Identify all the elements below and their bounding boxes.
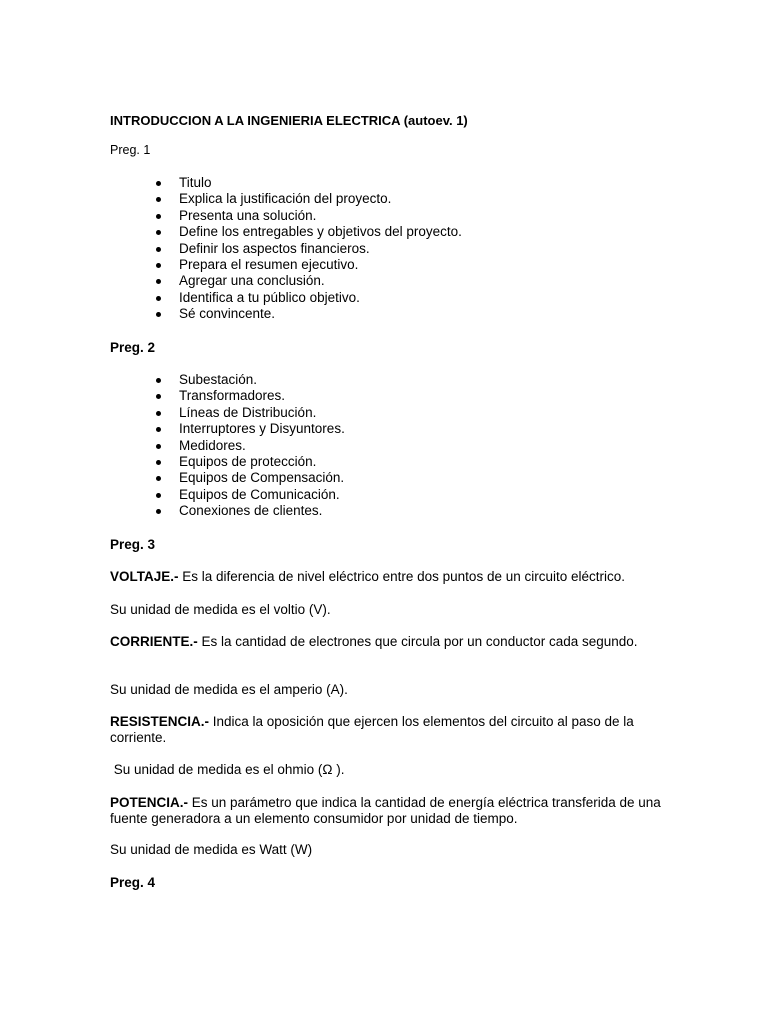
list-item: Conexiones de clientes. xyxy=(0,503,345,519)
list-item: Definir los aspectos financieros. xyxy=(0,241,462,257)
preg-1-heading: Preg. 1 xyxy=(110,143,151,157)
list-item: Transformadores. xyxy=(0,388,345,404)
list-item: Explica la justificación del proyecto. xyxy=(0,191,462,207)
preg-4-heading: Preg. 4 xyxy=(110,875,156,890)
list-item: Interruptores y Disyuntores. xyxy=(0,421,345,437)
corriente-unit: Su unidad de medida es el amperio (A). xyxy=(110,682,348,697)
voltaje-term: VOLTAJE.- xyxy=(110,569,179,584)
bullet-icon xyxy=(156,279,161,284)
corriente-definition: CORRIENTE.- Es la cantidad de electrones que circula por un conductor cada segundo. xyxy=(110,634,638,649)
bullet-icon xyxy=(156,312,161,317)
preg-2-heading: Preg. 2 xyxy=(110,340,156,355)
bullet-icon xyxy=(156,214,161,219)
bullet-icon xyxy=(156,476,161,481)
bullet-icon xyxy=(156,427,161,432)
preg-1-list xyxy=(0,175,462,323)
bullet-icon xyxy=(156,493,161,498)
bullet-icon xyxy=(156,197,161,202)
list-item: Prepara el resumen ejecutivo. xyxy=(0,257,462,273)
bullet-icon xyxy=(156,230,161,235)
voltaje-definition: VOLTAJE.- Es la diferencia de nivel eléctrico entre dos puntos de un circuito eléctrico. xyxy=(110,569,626,584)
list-item: Líneas de Distribución. xyxy=(0,405,345,421)
bullet-icon xyxy=(156,296,161,301)
voltaje-unit: Su unidad de medida es el voltio (V). xyxy=(110,602,331,617)
list-item: Agregar una conclusión. xyxy=(0,273,462,289)
list-item: Medidores. xyxy=(0,438,345,454)
list-item: Identifica a tu público objetivo. xyxy=(0,290,462,306)
list-item: Define los entregables y objetivos del proyecto. xyxy=(0,224,462,240)
document-title: INTRODUCCION A LA INGENIERIA ELECTRICA (autoev. 1) xyxy=(110,113,468,128)
list-item: Titulo xyxy=(0,175,462,191)
bullet-icon xyxy=(156,247,161,252)
resistencia-definition: RESISTENCIA.- Indica la oposición que ejercen los elementos del circuito al paso de la corriente. xyxy=(110,714,634,745)
corriente-term: CORRIENTE.- xyxy=(110,634,198,649)
potencia-term: POTENCIA.- xyxy=(110,795,189,810)
resistencia-term: RESISTENCIA.- xyxy=(110,714,210,729)
bullet-icon xyxy=(156,263,161,268)
list-item: Equipos de Comunicación. xyxy=(0,487,345,503)
bullet-icon xyxy=(156,444,161,449)
list-item: Equipos de protección. xyxy=(0,454,345,470)
list-item: Presenta una solución. xyxy=(0,208,462,224)
list-item: Subestación. xyxy=(0,372,345,388)
bullet-icon xyxy=(156,181,161,186)
potencia-unit: Su unidad de medida es Watt (W) xyxy=(110,842,313,857)
bullet-icon xyxy=(156,460,161,465)
bullet-icon xyxy=(156,378,161,383)
list-item: Sé convincente. xyxy=(0,306,462,322)
list-item: Equipos de Compensación. xyxy=(0,470,345,486)
bullet-icon xyxy=(156,394,161,399)
potencia-definition: POTENCIA.- Es un parámetro que indica la cantidad de energía eléctrica transferida de una fuente generadora a un elemento consumidor por unidad de tiempo. xyxy=(110,795,661,826)
preg-3-heading: Preg. 3 xyxy=(110,537,156,552)
resistencia-unit: Su unidad de medida es el ohmio (Ω ). xyxy=(110,762,345,777)
bullet-icon xyxy=(156,509,161,514)
bullet-icon xyxy=(156,411,161,416)
preg-2-list xyxy=(0,372,345,520)
